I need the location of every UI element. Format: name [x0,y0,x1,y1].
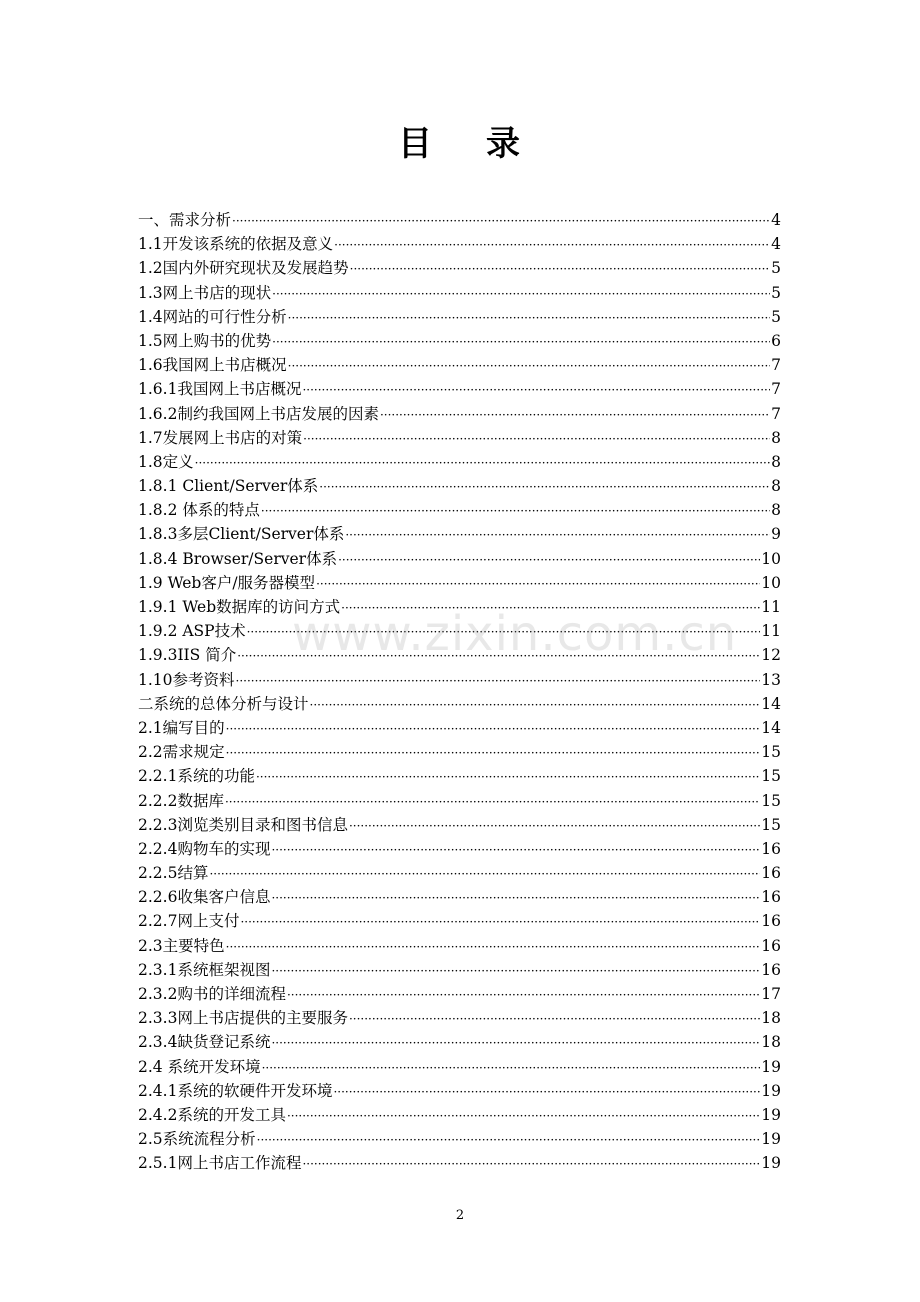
toc-entry[interactable] [138,619,781,643]
toc-title-char-1: 目 [398,124,434,164]
toc-entry-label: 2.5.1网上书店工作流程 [138,1154,302,1173]
toc-entry-label: 1.3网上书店的现状 [138,283,272,302]
toc-entry[interactable] [138,522,781,546]
toc-dot-leader [349,1007,760,1030]
toc-entry-label: 2.5系统流程分析 [138,1130,256,1149]
toc-entry-label: 1.6.1我国网上书店概况 [138,380,302,399]
watermark: www.zixin.com.cn [292,606,738,662]
toc-entry-page-number: 18 [761,1033,781,1052]
toc-entry-page-number: 6 [771,331,781,350]
toc-entry-page-number: 10 [761,573,781,592]
toc-entry-label: 2.3.2购书的详细流程 [138,985,286,1003]
page-number: 2 [455,1208,465,1223]
toc-entry-page-number: 15 [761,767,781,786]
toc-entry[interactable] [138,474,781,498]
toc-dot-leader [341,596,760,619]
toc-entry[interactable] [138,668,781,692]
toc-entry[interactable] [138,837,781,861]
toc-dot-leader [316,572,760,595]
toc-entry-page-number: 8 [771,428,781,447]
toc-entry[interactable] [138,353,781,377]
toc-entry-page-number: 5 [771,259,781,278]
toc-dot-leader [209,862,760,885]
toc-entry-page-number: 8 [771,452,781,471]
toc-entry-label: 1.4网站的可行性分析 [138,307,287,326]
toc-entry-label: 2.1编写目的 [138,718,225,737]
toc-dot-leader [240,910,760,933]
toc-dot-leader [302,1152,760,1175]
toc-entry-page-number: 7 [771,404,781,423]
toc-entry[interactable] [138,256,781,280]
toc-entry-page-number: 5 [771,283,781,302]
toc-entry[interactable] [138,764,781,788]
toc-dot-leader [271,838,760,861]
toc-dot-leader [345,523,770,546]
toc-entry[interactable] [138,1030,781,1054]
toc-entry-label: 一、需求分析 [138,211,232,229]
toc-entry-page-number: 14 [761,694,781,713]
toc-dot-leader [225,790,760,813]
toc-dot-leader [232,209,770,232]
toc-entry-label: 2.3.3网上书店提供的主要服务 [138,1009,348,1028]
toc-entry-label: 2.3.1系统框架视图 [138,960,271,979]
toc-dot-leader [380,403,770,426]
toc-entry-label: 1.2国内外研究现状及发展趋势 [138,259,349,278]
toc-entry[interactable] [138,498,781,522]
toc-entry-label: 2.2.6收集客户信息 [138,888,271,907]
toc-dot-leader [195,451,770,474]
toc-dot-leader [350,257,770,280]
toc-entry[interactable] [138,232,781,256]
toc-entry-page-number: 16 [761,960,781,979]
toc-entry-page-number: 8 [771,477,781,496]
toc-entry[interactable] [138,982,781,1006]
toc-dot-leader [272,282,770,305]
toc-entry-label: 1.8.4 Browser/Server体系 [138,549,338,568]
toc-dot-leader [226,741,761,764]
toc-entry-label: 1.9.2 ASP技术 [138,622,246,641]
toc-dot-leader [310,693,761,716]
toc-entry-page-number: 9 [771,525,781,544]
toc-entry[interactable] [138,1151,781,1175]
toc-entry[interactable] [138,305,781,329]
toc-entry-page-number: 15 [761,815,781,834]
toc-entry-page-number: 19 [761,1154,781,1173]
toc-entry-label: 2.4.2系统的开发工具 [138,1105,286,1124]
toc-entry-label: 1.8定义 [138,452,194,471]
toc-entry[interactable] [138,377,781,401]
toc-entry-page-number: 7 [771,356,781,375]
toc-entry-page-number: 4 [771,235,781,254]
toc-entry[interactable] [138,1127,781,1151]
toc-dot-leader [349,814,760,837]
toc-entry[interactable] [138,547,781,571]
toc-entry[interactable] [138,571,781,595]
toc-entry-label: 2.2.7网上支付 [138,912,240,931]
toc-entry-page-number: 5 [771,307,781,326]
toc-entry-page-number: 16 [761,864,781,883]
toc-entry[interactable] [138,861,781,885]
toc-entry-page-number: 8 [771,501,781,520]
toc-dot-leader [256,765,760,788]
toc-dot-leader [271,1031,760,1054]
toc-entry[interactable] [138,595,781,619]
toc-dot-leader [338,548,760,571]
toc-entry[interactable] [138,1079,781,1103]
toc-entry-label: 2.4 系统开发环境 [138,1057,261,1076]
toc-dot-leader [257,1128,761,1151]
toc-entry-label: 2.3.4缺货登记系统 [138,1033,271,1052]
toc-dot-leader [271,959,760,982]
toc-dot-leader [287,1104,760,1127]
toc-entry[interactable] [138,281,781,305]
toc-dot-leader [226,935,761,958]
toc-dot-leader [226,717,761,740]
toc-entry-page-number: 19 [761,1057,781,1076]
toc-dot-leader [271,886,760,909]
toc-entry-label: 1.6.2制约我国网上书店发展的因素 [138,404,379,423]
toc-entry-page-number: 11 [761,622,781,641]
toc-title [0,116,920,165]
toc-entry-label: 1.9 Web客户/服务器模型 [138,573,316,592]
toc-title-char-2: 录 [486,124,522,164]
toc-entry-page-number: 17 [761,985,781,1003]
toc-entry-label: 2.4.1系统的软硬件开发环境 [138,1081,333,1100]
toc-dot-leader [334,233,770,256]
toc-entry-page-number: 12 [761,646,781,665]
toc-entry[interactable] [138,643,781,667]
toc-entry-label: 2.2.2数据库 [138,791,224,810]
toc-entry-page-number: 15 [761,791,781,810]
toc-dot-leader [287,983,760,1006]
toc-entry-label: 2.2.3浏览类别目录和图书信息 [138,815,348,834]
toc-entry-label: 2.2需求规定 [138,743,225,762]
toc-entry[interactable] [138,958,781,982]
toc-dot-leader [247,620,761,643]
toc-entry-page-number: 19 [761,1105,781,1124]
toc-entry[interactable] [138,813,781,837]
toc-entry[interactable] [138,789,781,813]
toc-entry-label: 1.9.3IIS 简介 [138,646,237,665]
toc-dot-leader [302,378,770,401]
toc-dot-leader [262,1056,761,1079]
toc-entry-page-number: 4 [771,211,781,229]
toc-entry-label: 1.9.1 Web数据库的访问方式 [138,598,341,616]
toc-entry-label: 1.6我国网上书店概况 [138,356,287,375]
toc-dot-leader [272,330,770,353]
toc-entry-page-number: 16 [761,888,781,907]
toc-list [138,208,781,1176]
toc-entry-page-number: 10 [761,549,781,568]
toc-entry-label: 1.5网上购书的优势 [138,331,272,350]
toc-entry[interactable] [138,208,781,232]
toc-entry-label: 1.8.3多层Client/Server体系 [138,525,345,544]
toc-entry-page-number: 13 [761,670,781,689]
toc-entry-page-number: 14 [761,718,781,737]
toc-entry-page-number: 16 [761,912,781,931]
toc-entry[interactable] [138,402,781,426]
toc-entry[interactable] [138,1006,781,1030]
toc-dot-leader [333,1080,760,1103]
toc-dot-leader [319,475,770,498]
toc-entry-label: 2.3主要特色 [138,936,225,955]
toc-entry[interactable] [138,934,781,958]
toc-entry[interactable] [138,909,781,933]
toc-entry-label: 2.2.1系统的功能 [138,767,255,786]
toc-entry-page-number: 19 [761,1081,781,1100]
toc-dot-leader [236,669,761,692]
toc-entry-page-number: 7 [771,380,781,399]
toc-entry[interactable] [138,885,781,909]
toc-entry-label: 2.2.4购物车的实现 [138,839,271,858]
toc-entry-label: 2.2.5结算 [138,864,209,883]
toc-entry-label: 1.8.2 体系的特点 [138,501,260,520]
toc-entry[interactable] [138,1103,781,1127]
toc-dot-leader [288,306,770,329]
toc-entry[interactable] [138,740,781,764]
toc-entry-page-number: 18 [761,1009,781,1028]
toc-entry-label: 1.7发展网上书店的对策 [138,428,303,447]
toc-dot-leader [261,499,770,522]
toc-entry-page-number: 19 [761,1130,781,1149]
toc-dot-leader [303,427,770,450]
toc-entry-label: 1.10参考资料 [138,670,235,689]
toc-entry[interactable] [138,1055,781,1079]
toc-dot-leader [237,644,760,667]
toc-entry[interactable] [138,426,781,450]
toc-entry[interactable] [138,692,781,716]
toc-entry[interactable] [138,716,781,740]
toc-entry[interactable] [138,329,781,353]
toc-entry[interactable] [138,450,781,474]
toc-entry-page-number: 11 [761,598,781,616]
toc-dot-leader [288,354,770,377]
toc-entry-label: 1.1开发该系统的依据及意义 [138,235,334,254]
toc-entry-label: 二系统的总体分析与设计 [138,694,309,713]
toc-entry-page-number: 16 [761,839,781,858]
toc-entry-page-number: 15 [761,743,781,762]
toc-entry-page-number: 16 [761,936,781,955]
toc-entry-label: 1.8.1 Client/Server体系 [138,477,319,496]
